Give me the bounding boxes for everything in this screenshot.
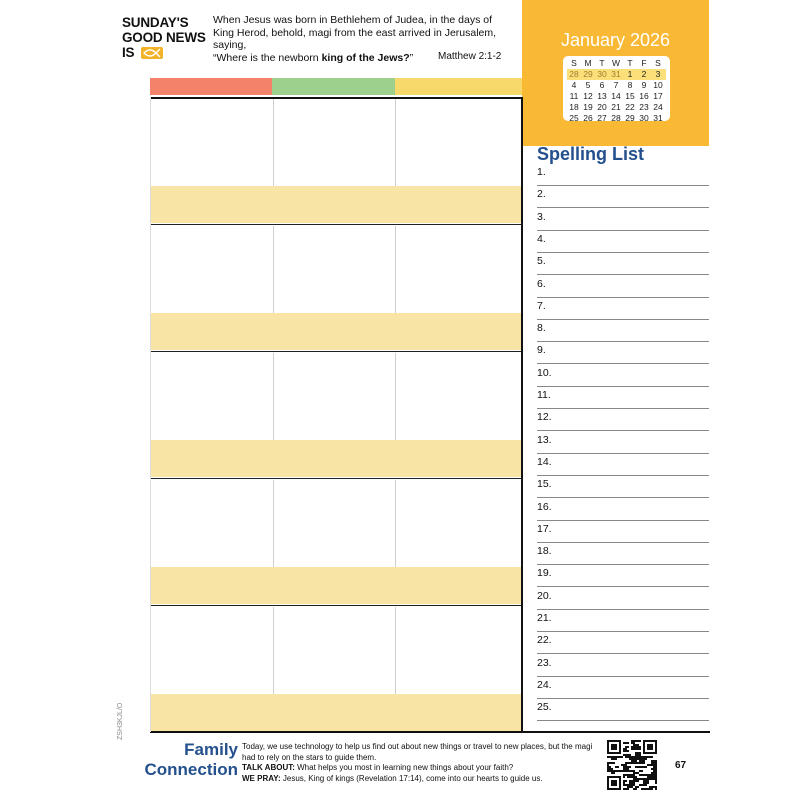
calendar-day: 4: [571, 80, 577, 90]
writing-band: [151, 694, 521, 731]
calendar-day: 7: [613, 80, 619, 90]
family-intro: Today, we use technology to help us find out about new things or travel to new places, but the magi had to rely on the stars to guide them.: [242, 742, 593, 762]
writing-band: [151, 186, 521, 223]
talk-about-line: [242, 763, 597, 774]
spelling-line[interactable]: 23.: [537, 655, 709, 677]
column-divider: [273, 226, 274, 313]
calendar-week: [567, 102, 666, 113]
grid-left-border: [150, 97, 151, 732]
calendar-day: 28: [611, 113, 621, 123]
column-divider: [395, 480, 396, 567]
we-pray-line: [242, 774, 597, 785]
mini-calendar: [563, 56, 670, 121]
spelling-line[interactable]: 11.: [537, 387, 709, 409]
calendar-day: 10: [653, 80, 663, 90]
grid-right-border: [521, 97, 523, 732]
calendar-day-header: S: [655, 58, 661, 68]
spelling-line[interactable]: 3.: [537, 209, 709, 231]
calendar-day-headers: [567, 58, 666, 69]
spelling-line[interactable]: 21.: [537, 610, 709, 632]
family-title-line-1: Family: [184, 740, 238, 759]
row-separator: [151, 351, 521, 352]
calendar-day-header: M: [584, 58, 592, 68]
calendar-week: [567, 69, 666, 80]
logo-line-1: SUNDAY'S: [122, 15, 189, 30]
calendar-day-header: W: [611, 58, 621, 68]
spelling-line[interactable]: 13.: [537, 432, 709, 454]
calendar-day: 2: [641, 69, 647, 79]
color-column-header: [395, 78, 522, 95]
calendar-day: 27: [597, 113, 607, 123]
column-divider: [395, 607, 396, 694]
calendar-day: 3: [655, 69, 661, 79]
calendar-day: 5: [585, 80, 591, 90]
logo-line-2: GOOD NEWS: [122, 30, 206, 45]
sundays-good-news-logo: [122, 15, 212, 60]
column-divider: [395, 353, 396, 440]
calendar-day: 31: [611, 69, 621, 79]
talk-about-text: What helps you most in learning new things about your faith?: [294, 763, 514, 772]
calendar-day: 17: [653, 91, 663, 101]
scripture-quote-end: ”: [409, 51, 414, 64]
spelling-line[interactable]: 16.: [537, 499, 709, 521]
calendar-day: 30: [639, 113, 649, 123]
calendar-day: 29: [625, 113, 635, 123]
calendar-day: 22: [625, 102, 635, 112]
calendar-day-header: F: [641, 58, 647, 68]
calendar-day: 1: [627, 69, 633, 79]
spelling-line[interactable]: 12.: [537, 409, 709, 431]
calendar-day: 8: [627, 80, 633, 90]
spelling-line[interactable]: 2.: [537, 186, 709, 208]
scripture-passage: [213, 14, 513, 64]
spelling-line[interactable]: 19.: [537, 565, 709, 587]
column-divider: [273, 480, 274, 567]
family-connection-text: [242, 742, 597, 784]
calendar-day: 28: [569, 69, 579, 79]
page-number: 67: [675, 760, 687, 771]
spelling-list-title: Spelling List: [537, 144, 645, 164]
grid-bottom-border: [150, 731, 710, 733]
writing-band: [151, 313, 521, 350]
scripture-quote-start: “Where is the newborn: [213, 51, 322, 64]
writing-band: [151, 440, 521, 477]
calendar-day: 30: [597, 69, 607, 79]
calendar-day: 20: [597, 102, 607, 112]
fish-icon: [141, 47, 163, 59]
calendar-day: 31: [653, 113, 663, 123]
month-title: January 2026: [560, 30, 671, 50]
spelling-line[interactable]: 8.: [537, 320, 709, 342]
spelling-line[interactable]: 18.: [537, 543, 709, 565]
calendar-day: 6: [599, 80, 605, 90]
calendar-day: 19: [583, 102, 593, 112]
spelling-line[interactable]: 4.: [537, 231, 709, 253]
side-code: ZSH3KJL/O: [117, 702, 124, 740]
spelling-line[interactable]: 1.: [537, 164, 709, 186]
calendar-day: 24: [653, 102, 663, 112]
spelling-line[interactable]: 9.: [537, 342, 709, 364]
color-column-header: [272, 78, 395, 95]
calendar-week: [567, 91, 666, 102]
spelling-line[interactable]: 14.: [537, 454, 709, 476]
qr-code-icon[interactable]: [607, 740, 657, 790]
calendar-day: 23: [639, 102, 649, 112]
spelling-line[interactable]: 10.: [537, 365, 709, 387]
spelling-line[interactable]: 20.: [537, 588, 709, 610]
calendar-day: 26: [583, 113, 593, 123]
calendar-day-header: T: [599, 58, 605, 68]
we-pray-label: WE PRAY:: [242, 773, 281, 783]
calendar-week: [567, 113, 666, 124]
row-separator: [151, 605, 521, 606]
column-divider: [395, 99, 396, 186]
row-separator: [151, 478, 521, 479]
calendar-day-header: T: [627, 58, 633, 68]
spelling-line[interactable]: 25.: [537, 699, 709, 721]
column-divider: [273, 353, 274, 440]
calendar-day: 16: [639, 91, 649, 101]
calendar-day: 14: [611, 91, 621, 101]
spelling-line[interactable]: 5.: [537, 253, 709, 275]
talk-about-label: TALK ABOUT:: [242, 763, 295, 772]
spelling-line[interactable]: 6.: [537, 276, 709, 298]
calendar-day: 29: [583, 69, 593, 79]
spelling-line[interactable]: 15.: [537, 476, 709, 498]
calendar-day: 18: [569, 102, 579, 112]
calendar-day: 21: [611, 102, 621, 112]
spelling-line[interactable]: 17.: [537, 521, 709, 543]
writing-band: [151, 567, 521, 604]
row-separator: [151, 224, 521, 225]
calendar-day: 11: [569, 91, 579, 101]
column-divider: [273, 607, 274, 694]
we-pray-text: Jesus, King of kings (Revelation 17:14), come into our hearts to guide us.: [280, 773, 543, 783]
grid-top-border: [150, 97, 523, 99]
calendar-day: 13: [597, 91, 607, 101]
calendar-day-header: S: [571, 58, 577, 68]
scripture-text: When Jesus was born in Bethlehem of Judea, in the days of King Herod, behold, magi from the east arrived in Jerusalem, saying,: [213, 14, 497, 51]
logo-line-3-wrap: [122, 45, 212, 60]
column-divider: [273, 99, 274, 186]
month-panel: [522, 0, 709, 146]
spelling-line[interactable]: 7.: [537, 298, 709, 320]
color-column-header: [150, 78, 272, 95]
calendar-day: 12: [583, 91, 593, 101]
spelling-line[interactable]: 22.: [537, 632, 709, 654]
spelling-line[interactable]: 24.: [537, 677, 709, 699]
family-connection-title: [138, 740, 238, 780]
calendar-day: 9: [641, 80, 647, 90]
scripture-quote-bold: king of the Jews?: [321, 51, 410, 64]
calendar-day: 25: [569, 113, 579, 123]
calendar-week: [567, 80, 666, 91]
calendar-day: 15: [625, 91, 635, 101]
family-title-line-2: Connection: [144, 760, 238, 779]
logo-line-3: IS: [122, 45, 135, 60]
scripture-reference: Matthew 2:1-2: [438, 51, 502, 62]
column-divider: [395, 226, 396, 313]
